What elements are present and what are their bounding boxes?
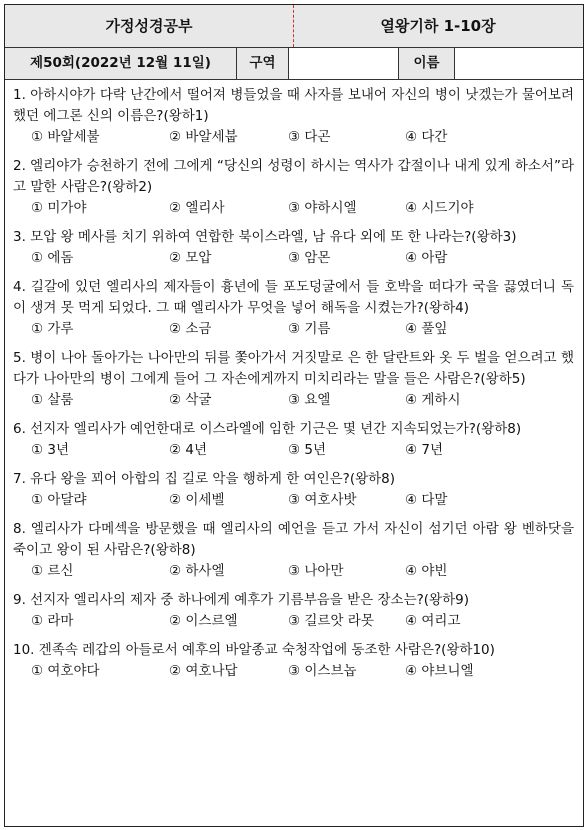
name-field[interactable] <box>455 48 583 79</box>
answer-options <box>13 661 574 682</box>
answer-option[interactable]: ③ 야하시엘 <box>288 200 357 216</box>
question-10 <box>13 640 574 682</box>
question-text: 5. 병이 나아 돌아가는 나아만의 뒤를 쫓아가서 거짓말로 은 한 달란트와 옷 두 벌을 얻으려고 했다가 나아만의 병이 그에게 들어 그 자손에게까지 미치리라는 말을 들은 사람은?(왕하5) <box>13 350 574 387</box>
info-row <box>5 48 583 80</box>
answer-options <box>13 319 574 340</box>
question-5 <box>13 348 574 411</box>
answer-option[interactable]: ① 미가야 <box>31 200 87 216</box>
answer-option[interactable]: ④ 야빈 <box>405 563 448 579</box>
answer-option[interactable]: ① 3년 <box>31 442 70 458</box>
answer-options <box>13 611 574 632</box>
question-4 <box>13 277 574 340</box>
name-label: 이름 <box>399 48 455 79</box>
answer-option[interactable]: ② 모압 <box>169 250 212 266</box>
answer-option[interactable]: ④ 야브니엘 <box>405 663 474 679</box>
question-2 <box>13 156 574 219</box>
question-text: 2. 엘리야가 승천하기 전에 그에게 “당신의 성령이 하시는 역사가 갑절이나 내게 있게 하소서”라고 말한 사람은?(왕하2) <box>13 158 574 195</box>
answer-option[interactable]: ③ 나아만 <box>288 563 344 579</box>
answer-option[interactable]: ③ 길르앗 라못 <box>288 613 374 629</box>
answer-option[interactable]: ① 여호야다 <box>31 663 100 679</box>
answer-option[interactable]: ① 가루 <box>31 321 74 337</box>
answer-option[interactable]: ① 라마 <box>31 613 74 629</box>
study-title: 가정성경공부 <box>5 5 294 47</box>
answer-options <box>13 248 574 269</box>
answer-options <box>13 561 574 582</box>
question-1 <box>13 85 574 148</box>
question-7 <box>13 469 574 511</box>
chapter-title: 열왕기하 1-10장 <box>380 17 496 35</box>
answer-option[interactable]: ④ 시드기야 <box>405 200 474 216</box>
answer-option[interactable]: ② 소금 <box>169 321 212 337</box>
answer-option[interactable]: ④ 풀잎 <box>405 321 448 337</box>
answer-option[interactable]: ④ 7년 <box>405 442 444 458</box>
answer-option[interactable]: ③ 기름 <box>288 321 331 337</box>
answer-option[interactable]: ① 아달랴 <box>31 492 87 508</box>
answer-option[interactable]: ④ 여리고 <box>405 613 461 629</box>
answer-option[interactable]: ③ 여호사밧 <box>288 492 357 508</box>
question-text: 8. 엘리사가 다메섹을 방문했을 때 엘리사의 예언을 듣고 가서 자신이 섬기던 아람 왕 벤하닷을 죽이고 왕이 된 사람은?(왕하8) <box>13 521 574 558</box>
answer-options <box>13 198 574 219</box>
answer-option[interactable]: ④ 게하시 <box>405 392 461 408</box>
answer-option[interactable]: ① 르신 <box>31 563 74 579</box>
answer-option[interactable]: ① 살룸 <box>31 392 74 408</box>
answer-option[interactable]: ③ 요엘 <box>288 392 331 408</box>
question-text: 1. 아하시야가 다락 난간에서 떨어져 병들었을 때 사자를 보내어 자신의 병이 낫겠는가 물어보려 했던 에그론 신의 이름은?(왕하1) <box>13 87 574 124</box>
answer-option[interactable]: ① 에돔 <box>31 250 74 266</box>
question-text: 7. 유다 왕을 꾀어 아합의 집 길로 악을 행하게 한 여인은?(왕하8) <box>13 471 396 487</box>
answer-option[interactable]: ④ 아람 <box>405 250 448 266</box>
answer-option[interactable]: ② 삭굴 <box>169 392 212 408</box>
answer-option[interactable]: ① 바알세불 <box>31 129 100 145</box>
answer-option[interactable]: ② 4년 <box>169 442 208 458</box>
region-field[interactable] <box>289 48 399 79</box>
answer-option[interactable]: ② 이세벨 <box>169 492 225 508</box>
question-text: 4. 길갈에 있던 엘리사의 제자들이 흉년에 들 포도덩굴에서 들 호박을 떠다가 국을 끓였더니 독이 생겨 못 먹게 되었다. 그 때 엘리사가 무엇을 넣어 해독을 시켰는가?(왕하4) <box>13 279 574 316</box>
question-3 <box>13 227 574 269</box>
question-list <box>5 85 583 690</box>
answer-option[interactable]: ④ 다간 <box>405 129 448 145</box>
answer-option[interactable]: ③ 다곤 <box>288 129 331 145</box>
answer-option[interactable]: ② 엘리사 <box>169 200 225 216</box>
question-text: 10. 겐족속 레갑의 아들로서 예후의 바알종교 숙청작업에 동조한 사람은?(왕하10) <box>13 642 495 658</box>
answer-options <box>13 390 574 411</box>
title-header <box>5 5 583 48</box>
question-6 <box>13 419 574 461</box>
question-text: 9. 선지자 엘리사의 제자 중 하나에게 예후가 기름부음을 받은 장소는?(왕하9) <box>13 592 469 608</box>
question-8 <box>13 519 574 582</box>
answer-option[interactable]: ③ 암몬 <box>288 250 331 266</box>
answer-option[interactable]: ③ 5년 <box>288 442 327 458</box>
region-label: 구역 <box>237 48 289 79</box>
answer-option[interactable]: ④ 다말 <box>405 492 448 508</box>
answer-option[interactable]: ② 바알세붑 <box>169 129 238 145</box>
question-9 <box>13 590 574 632</box>
answer-option[interactable]: ② 하사엘 <box>169 563 225 579</box>
answer-option[interactable]: ② 여호나답 <box>169 663 238 679</box>
session-label: 제50회(2022년 12월 11일) <box>5 48 237 79</box>
worksheet <box>4 4 584 827</box>
answer-options <box>13 440 574 461</box>
answer-options <box>13 127 574 148</box>
question-text: 3. 모압 왕 메사를 치기 위하여 연합한 북이스라엘, 남 유다 외에 또 한 나라는?(왕하3) <box>13 229 517 245</box>
answer-option[interactable]: ③ 이스브놉 <box>288 663 357 679</box>
question-text: 6. 선지자 엘리사가 예언한대로 이스라엘에 임한 기근은 몇 년간 지속되었는가?(왕하8) <box>13 421 522 437</box>
answer-options <box>13 490 574 511</box>
answer-option[interactable]: ② 이스르엘 <box>169 613 238 629</box>
